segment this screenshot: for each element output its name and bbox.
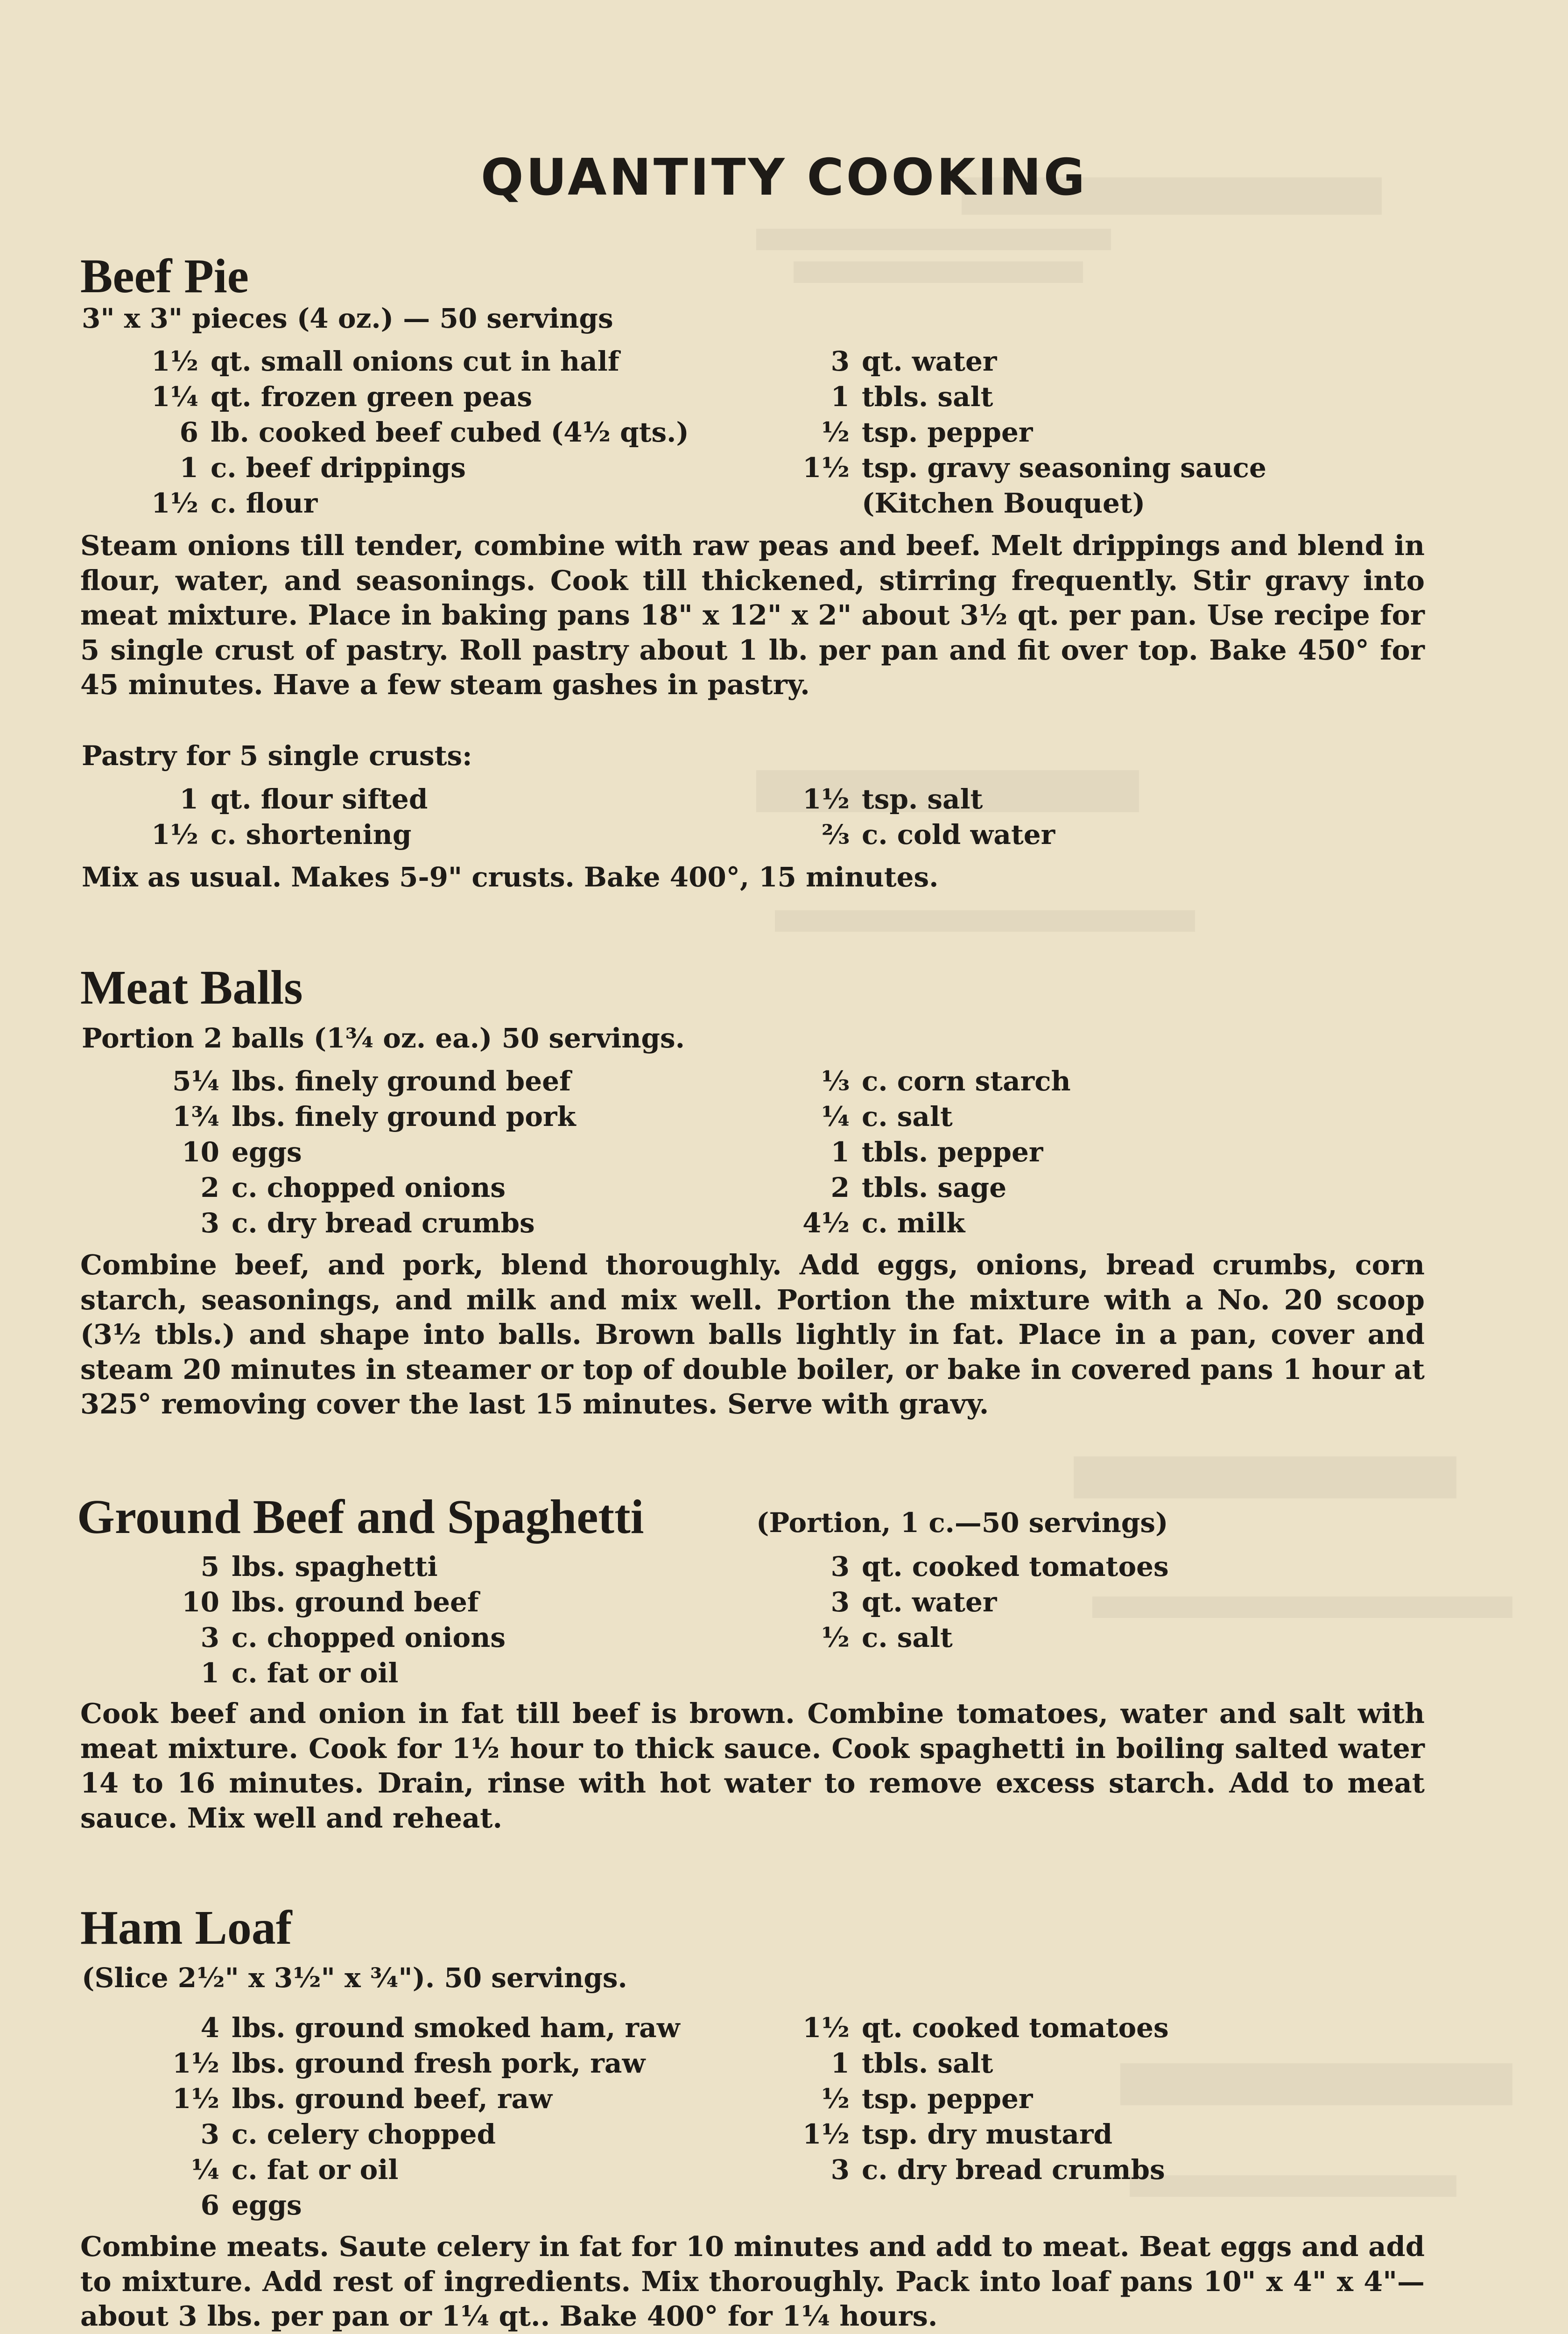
ingredient-qty: 3: [830, 1586, 850, 1618]
ingredient-row: [142, 416, 689, 448]
recipe-subtitle: 3" x 3" pieces (4 oz.) — 50 servings: [82, 302, 613, 334]
ingredient-qty: 6: [179, 416, 198, 448]
ingredient-item: lbs. ground smoked ham, raw: [232, 2012, 680, 2044]
recipe-portion: (Portion, 1 c.—50 servings): [756, 1507, 1168, 1539]
recipe-directions: Cook beef and onion in fat till beef is brown. Combine tomatoes, water and salt with meat mixture. Cook for 1½ hour to thick sauce. Cook spaghetti in boiling salted water 14 to 16 minutes. Drain, rinse with hot water to remove excess starch. Add to meat sauce. Mix well and reheat.: [80, 1697, 1425, 1834]
ingredient-qty: 1½: [172, 2083, 219, 2115]
ingredient-qty: 1½: [151, 345, 198, 377]
ingredient-item: c. salt: [862, 1101, 953, 1132]
ingredient-row: [163, 1657, 398, 1689]
ingredient-item: c. chopped onions: [232, 1172, 506, 1203]
ingredient-item: c. cold water: [862, 819, 1055, 851]
ingredient-qty: 3: [830, 345, 850, 377]
ingredient-qty: 1: [200, 1657, 219, 1689]
ingredient-item: tbls. sage: [862, 1172, 1007, 1203]
ingredient-item: lbs. finely ground beef: [232, 1065, 571, 1097]
recipe-title: Ham Loaf: [80, 1901, 292, 1954]
ingredient-row: [794, 2047, 993, 2079]
ingredient-item: tsp. salt: [862, 783, 983, 815]
ingredient-qty: 3: [200, 1207, 219, 1239]
ingredient-row: [794, 2012, 1169, 2044]
ingredient-item: lbs. finely ground pork: [232, 1101, 576, 1132]
ingredient-qty: 3: [200, 1622, 219, 1653]
pastry-directions: Mix as usual. Makes 5-9" crusts. Bake 400°, 15 minutes.: [82, 861, 939, 893]
recipe-title: Ground Beef and Spaghetti: [77, 1490, 644, 1544]
ingredient-row: [142, 381, 532, 413]
recipe-directions: Combine beef, and pork, blend thoroughly. Add eggs, onions, bread crumbs, corn starch, seasonings, and milk and mix well. Portion the mixture with a No. 20 scoop (3½ tbls.) and shape into balls. Brown balls lightly in fat. Place in a pan, cover and steam 20 minutes in steamer or top of double boiler, or bake in covered pans 1 hour at 325° removing cover the last 15 minutes. Serve with gravy.: [80, 1249, 1425, 1420]
ingredient-qty: ½: [821, 1622, 850, 1653]
ingredient-qty: 1½: [802, 2012, 850, 2044]
ingredient-qty: 1: [830, 2047, 850, 2079]
ingredient-qty: 10: [182, 1586, 219, 1618]
ingredient-item: c. dry bread crumbs: [232, 1207, 535, 1239]
ingredient-item: c. chopped onions: [232, 1622, 506, 1653]
ingredient-qty: 5: [200, 1551, 219, 1582]
ingredient-item: lb. cooked beef cubed (4½ qts.): [211, 416, 689, 448]
ingredient-row: [163, 1207, 535, 1239]
ingredient-qty: 4: [200, 2012, 219, 2044]
ingredient-qty: 1½: [151, 487, 198, 519]
ingredient-item: eggs: [232, 1136, 302, 1168]
ingredient-row: [794, 1101, 953, 1132]
ingredient-row: [794, 2154, 1165, 2186]
ingredient-qty: 3: [200, 2118, 219, 2150]
ingredient-item: tsp. gravy seasoning sauce: [862, 452, 1266, 484]
ingredient-qty: ½: [821, 416, 850, 448]
recipe-directions: Steam onions till tender, combine with raw peas and beef. Melt drippings and blend in flour, water, and seasonings. Cook till thickened, stirring frequently. Stir gravy into meat mixture. Place in baking pans 18" x 12" x 2" about 3½ qt. per pan. Use recipe for 5 single crust of pastry. Roll pastry about 1 lb. per pan and fit over top. Bake 450° for 45 minutes. Have a few steam gashes in pastry.: [80, 529, 1425, 701]
ingredient-row: [142, 345, 619, 377]
ingredient-qty: 2: [200, 1172, 219, 1203]
ingredient-row: [794, 452, 1266, 484]
ingredient-row: [794, 1207, 965, 1239]
ingredient-item: c. flour: [211, 487, 318, 519]
ingredient-qty: 1½: [802, 2118, 850, 2150]
ingredient-row: [163, 2083, 552, 2115]
ingredient-qty: ¼: [821, 1101, 850, 1132]
ingredient-qty: 1½: [151, 819, 198, 851]
recipe-subtitle: Portion 2 balls (1¾ oz. ea.) 50 servings.: [82, 1022, 685, 1054]
ingredient-row: [794, 1586, 997, 1618]
ingredient-row: [794, 1172, 1006, 1203]
ingredient-item: lbs. ground fresh pork, raw: [232, 2047, 646, 2079]
ingredient-item: c. shortening: [211, 819, 412, 851]
ingredient-row: [163, 1622, 506, 1653]
ingredient-qty: 1½: [172, 2047, 219, 2079]
ingredient-qty: 1: [179, 452, 198, 484]
ingredient-row: [163, 1136, 302, 1168]
ingredient-row: [142, 819, 411, 851]
ingredient-item: tsp. dry mustard: [862, 2118, 1113, 2150]
ingredient-qty: 1¾: [172, 1101, 219, 1132]
ingredient-item: c. corn starch: [862, 1065, 1071, 1097]
ingredient-qty: 3: [830, 1551, 850, 1582]
ingredient-qty: 3: [830, 2154, 850, 2186]
ingredient-item: lbs. ground beef, raw: [232, 2083, 552, 2115]
ingredient-row: [794, 783, 983, 815]
ingredient-row: [163, 1101, 576, 1132]
ingredient-row: [794, 345, 997, 377]
ingredient-row: [142, 487, 317, 519]
recipe-title: Meat Balls: [80, 961, 303, 1014]
ingredient-item: c. dry bread crumbs: [862, 2154, 1165, 2186]
ingredient-row: [794, 1551, 1169, 1582]
ingredient-item: c. salt: [862, 1622, 953, 1653]
ingredient-item: tbls. salt: [862, 381, 993, 413]
page-title: QUANTITY COOKING: [480, 148, 1088, 207]
ingredient-row: [163, 1551, 438, 1582]
ingredient-qty: ⅔: [821, 819, 850, 851]
ingredient-qty: 1: [179, 783, 198, 815]
ingredient-item: tsp. pepper: [862, 416, 1033, 448]
ingredient-qty: ¼: [191, 2154, 219, 2186]
ingredient-qty: 2: [830, 1172, 850, 1203]
ingredient-row: [794, 2083, 1033, 2115]
recipe-title: Beef Pie: [80, 249, 249, 303]
ingredient-qty: 1¼: [151, 381, 198, 413]
ingredient-row: [163, 2118, 496, 2150]
ingredient-row: [794, 487, 1145, 519]
ingredient-qty: ⅓: [821, 1065, 850, 1097]
ingredient-item: qt. flour sifted: [211, 783, 428, 815]
ingredient-qty: 6: [200, 2189, 219, 2221]
pastry-heading: Pastry for 5 single crusts:: [82, 740, 472, 772]
recipe-directions: Combine meats. Saute celery in fat for 10 minutes and add to meat. Beat eggs and add to mixture. Add rest of ingredients. Mix thoroughly. Pack into loaf pans 10" x 4" x 4"—about 3 lbs. per pan or 1¼ qt.. Bake 400° for 1¼ hours.: [80, 2230, 1425, 2333]
ingredient-item: c. beef drippings: [211, 452, 466, 484]
ingredient-item: qt. water: [862, 345, 997, 377]
ingredient-row: [163, 2154, 398, 2186]
ingredient-item: qt. cooked tomatoes: [862, 2012, 1169, 2044]
ingredient-row: [163, 2189, 302, 2221]
ingredient-qty: ½: [821, 2083, 850, 2115]
ingredient-qty: 5¼: [172, 1065, 219, 1097]
ingredient-row: [794, 381, 993, 413]
ingredient-row: [794, 1622, 953, 1653]
ingredient-qty: 10: [182, 1136, 219, 1168]
ingredient-item: c. milk: [862, 1207, 965, 1239]
ingredient-item: (Kitchen Bouquet): [862, 487, 1146, 519]
ingredient-qty: 1: [830, 1136, 850, 1168]
ingredient-qty: 1: [830, 381, 850, 413]
ingredient-row: [794, 1065, 1071, 1097]
ingredient-qty: 4½: [802, 1207, 850, 1239]
ingredient-row: [163, 2012, 680, 2044]
ingredient-item: qt. cooked tomatoes: [862, 1551, 1169, 1582]
ingredient-item: tbls. salt: [862, 2047, 993, 2079]
ingredient-row: [794, 1136, 1043, 1168]
recipe-subtitle: (Slice 2½" x 3½" x ¾"). 50 servings.: [82, 1962, 627, 1994]
ingredient-item: tsp. pepper: [862, 2083, 1033, 2115]
ingredient-row: [142, 783, 428, 815]
ingredient-item: lbs. spaghetti: [232, 1551, 438, 1582]
ingredient-item: qt. water: [862, 1586, 997, 1618]
ingredient-row: [163, 1172, 506, 1203]
ingredient-item: c. fat or oil: [232, 2154, 399, 2186]
ingredient-row: [794, 2118, 1112, 2150]
ingredient-row: [163, 1586, 479, 1618]
ingredient-qty: 1½: [802, 452, 850, 484]
ingredient-row: [163, 2047, 645, 2079]
ingredient-row: [794, 416, 1033, 448]
ingredient-item: qt. frozen green peas: [211, 381, 533, 413]
ingredient-item: eggs: [232, 2189, 302, 2221]
ingredient-row: [142, 452, 466, 484]
ingredient-item: qt. small onions cut in half: [211, 345, 619, 377]
ingredient-row: [163, 1065, 571, 1097]
ingredient-item: tbls. pepper: [862, 1136, 1043, 1168]
ingredient-item: c. celery chopped: [232, 2118, 496, 2150]
ingredient-item: lbs. ground beef: [232, 1586, 479, 1618]
ingredient-row: [794, 819, 1055, 851]
ingredient-qty: 1½: [802, 783, 850, 815]
ingredient-item: c. fat or oil: [232, 1657, 399, 1689]
